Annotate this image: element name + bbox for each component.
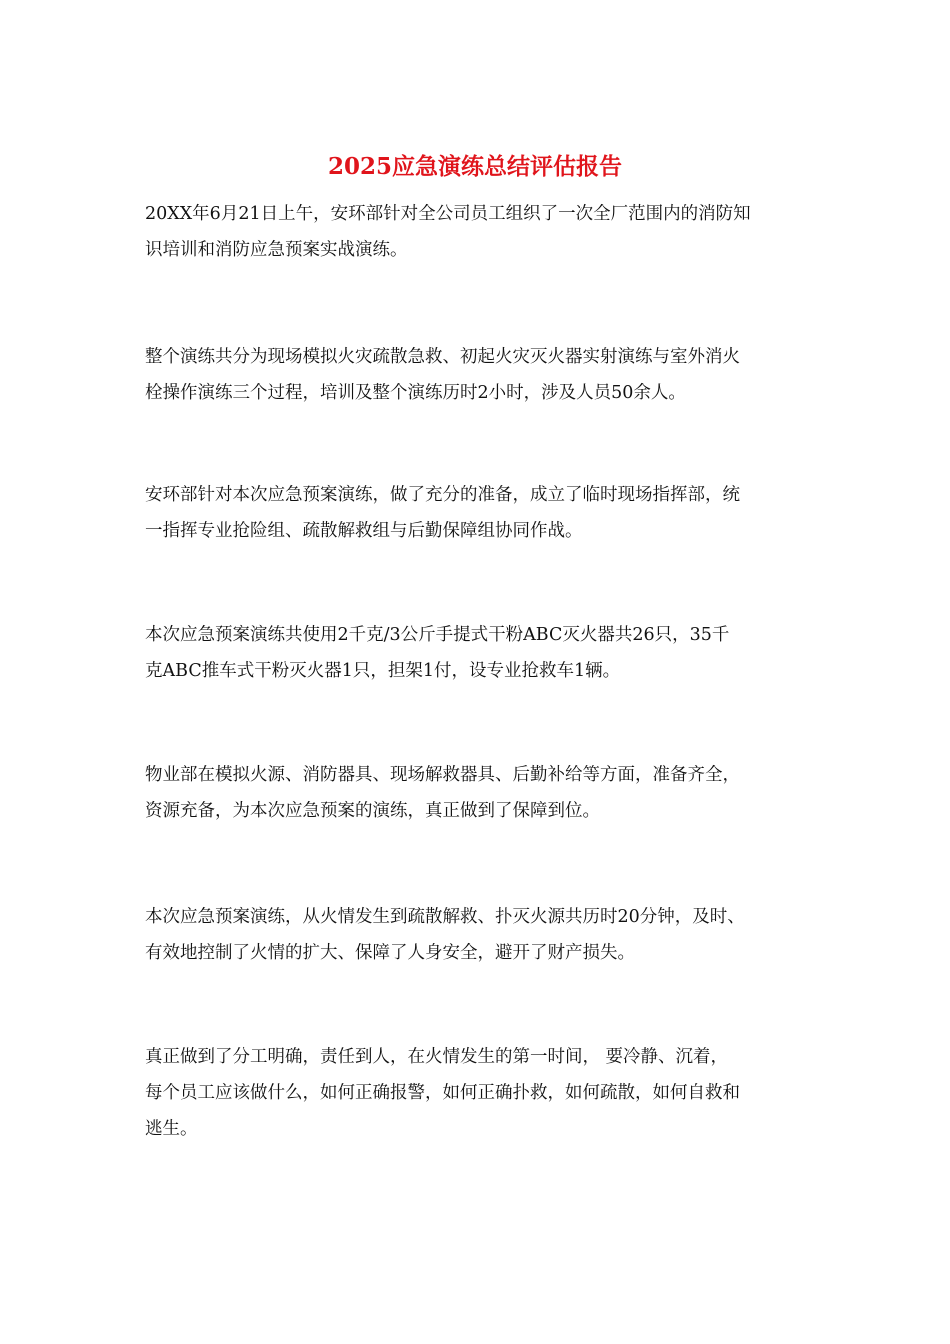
paragraph-line: 有效地控制了火情的扩大、保障了人身安全，避开了财产损失。 bbox=[145, 943, 635, 963]
paragraph-line: 一指挥专业抢险组、疏散解救组与后勤保障组协同作战。 bbox=[145, 521, 583, 541]
paragraph-7 bbox=[145, 1039, 810, 1147]
paragraph-line: 资源充备，为本次应急预案的演练，真正做到了保障到位。 bbox=[145, 801, 600, 821]
paragraph-line: 栓操作演练三个过程，培训及整个演练历时2小时，涉及人员50余人。 bbox=[145, 383, 686, 403]
paragraph-line: 克ABC推车式干粉灭火器1只，担架1付，设专业抢救车1辆。 bbox=[145, 661, 621, 681]
paragraph-line: 20XX年6月21日上午，安环部针对全公司员工组织了一次全厂范围内的消防知 bbox=[145, 204, 751, 224]
paragraph-5 bbox=[145, 757, 810, 829]
paragraph-line: 真正做到了分工明确，责任到人，在火情发生的第一时间， 要冷静、沉着， bbox=[145, 1047, 729, 1067]
paragraph-6 bbox=[145, 899, 810, 971]
paragraph-2 bbox=[145, 339, 810, 411]
paragraph-line: 识培训和消防应急预案实战演练。 bbox=[145, 240, 408, 260]
paragraph-line: 整个演练共分为现场模拟火灾疏散急救、初起火灾灭火器实射演练与室外消火 bbox=[145, 347, 740, 367]
paragraph-line: 本次应急预案演练，从火情发生到疏散解救、扑灭火源共历时20分钟，及时、 bbox=[145, 907, 745, 927]
paragraph-3 bbox=[145, 477, 810, 549]
document-title: 2025应急演练总结评估报告 bbox=[327, 153, 622, 180]
paragraph-line: 逃生。 bbox=[145, 1119, 198, 1139]
paragraph-line: 安环部针对本次应急预案演练，做了充分的准备，成立了临时现场指挥部，统 bbox=[145, 485, 740, 505]
paragraph-4 bbox=[145, 617, 810, 689]
paragraph-1 bbox=[145, 196, 810, 268]
paragraph-line: 每个员工应该做什么，如何正确报警，如何正确扑救，如何疏散，如何自救和 bbox=[145, 1083, 740, 1103]
paragraph-line: 物业部在模拟火源、消防器具、现场解救器具、后勤补给等方面，准备齐全， bbox=[145, 765, 740, 785]
paragraph-line: 本次应急预案演练共使用2千克/3公斤手提式干粉ABC灭火器共26只，35千 bbox=[145, 625, 730, 645]
